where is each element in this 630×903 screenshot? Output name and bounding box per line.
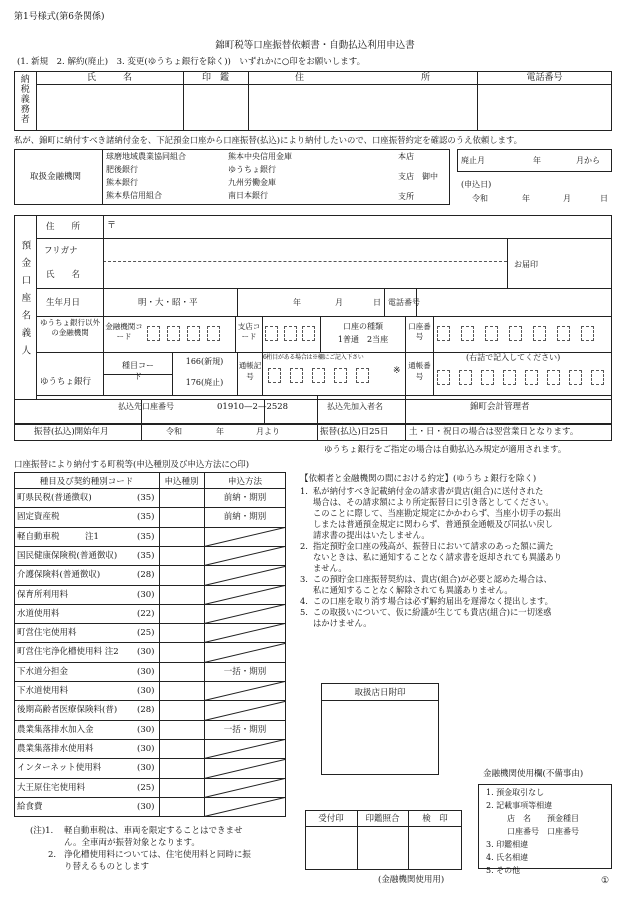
- tax-type-cell[interactable]: [161, 567, 202, 582]
- passbook-box[interactable]: [268, 368, 281, 383]
- branch-code-box[interactable]: [265, 326, 278, 341]
- agreement-item-no: 3.: [300, 574, 308, 584]
- six-digit-note: 6桁目がある場合は※欄にご記入下さい: [263, 354, 364, 361]
- payer-col-phone: 電話番号: [526, 73, 563, 83]
- col-item: 種目及び契約種別コード: [39, 477, 134, 487]
- acct-type-label: 口座の種類: [343, 322, 383, 331]
- tax-method-options[interactable]: 一括・期別: [223, 725, 267, 735]
- agreement-item-line: 場合は、その請求額により所定振替日に引き落としてください。: [313, 497, 554, 507]
- passbook-box[interactable]: [356, 368, 369, 383]
- account-side-label: 預金口座名義人: [19, 240, 31, 363]
- acct-no-box[interactable]: [533, 326, 546, 341]
- tax-item-name: 固定資産税: [17, 512, 60, 522]
- agreement-item-line: ません。: [313, 563, 347, 573]
- tax-item-code: (30): [137, 763, 155, 773]
- acct-no-label: 口座番号: [408, 322, 431, 341]
- payer-col-seal: 印 鑑: [201, 73, 229, 83]
- note-2-line: 浄化槽使用料については、住宅使用料と同時に振: [64, 850, 251, 860]
- tax-item-name: 下水道分担金: [17, 667, 69, 677]
- bank-name[interactable]: 肥後銀行: [106, 165, 138, 174]
- agreement-item-no: 4.: [300, 596, 308, 606]
- remit-no-label: 払込先口座番号: [118, 402, 174, 411]
- agreement-item-line: 私に通知することなく解除されても異議ありません。: [313, 585, 513, 595]
- stop-month-unit: 月から: [576, 156, 600, 165]
- bank-use-title: 金融機関使用欄(不備事由): [483, 769, 584, 779]
- name-field[interactable]: [105, 263, 505, 286]
- receipt-col-3: 検 印: [422, 814, 448, 824]
- tax-type-cell[interactable]: [161, 722, 202, 737]
- form-options: (1. 新規 2. 解約(廃止) 3. 変更(ゆうちょ銀行を除く)) いずれかに○印をお願いします。: [17, 57, 366, 67]
- bank-label: 取扱金融機関: [30, 172, 82, 182]
- tax-item-name: 保育所利用料: [17, 590, 69, 600]
- note-1-label: (注)1.: [30, 826, 54, 836]
- receipt-col-1: 受付印: [318, 814, 344, 824]
- payer-col-address: 住 所: [294, 73, 430, 83]
- tax-item-name: 介護保険料(普通徴収): [17, 570, 101, 580]
- acct-no-box[interactable]: [581, 326, 594, 341]
- gochu-label: 御中: [422, 172, 438, 181]
- tax-item-name: インターネット使用料: [17, 763, 102, 773]
- acct-no-box[interactable]: [485, 326, 498, 341]
- branch-code-box[interactable]: [284, 326, 297, 341]
- tax-item-name: 町県民税(普通徴収): [17, 493, 92, 503]
- tax-item-code: (28): [137, 705, 155, 715]
- agreement-item-line: この口座を取り消す場合は必ず解約届出を遅滞なく提出します。: [313, 596, 553, 606]
- apply-era: 令和: [472, 194, 488, 203]
- tax-type-cell[interactable]: [161, 606, 202, 621]
- tax-type-cell[interactable]: [161, 529, 202, 544]
- payer-col-name: 氏 名: [86, 73, 132, 83]
- tax-item-code: (35): [137, 512, 155, 522]
- holiday-note: 土・日・祝日の場合は翌営業日となります。: [409, 427, 579, 437]
- tax-item-name: 町営住宅浄化槽使用料 注2: [17, 647, 119, 657]
- agreement-item-no: 1.: [300, 486, 308, 496]
- yucho-except-label: ゆうちょ銀行以外の金融機関: [40, 318, 100, 337]
- acct-no-box[interactable]: [461, 326, 474, 341]
- tax-type-cell[interactable]: [161, 587, 202, 602]
- branch-head-office[interactable]: 本店: [398, 152, 414, 161]
- tax-item-name: 町営住宅使用料: [17, 628, 77, 638]
- agreement-title: 【依頼者と金融機関の間における約定】(ゆうちょ銀行を除く): [300, 474, 537, 484]
- tax-type-cell[interactable]: [161, 644, 202, 659]
- tax-item-code: (35): [137, 532, 155, 542]
- apply-month: 月: [563, 194, 571, 203]
- note-1-line: 軽自動車税は、車両を限定することはできませ: [64, 826, 243, 836]
- bank-use-item[interactable]: 5. その他: [486, 866, 521, 875]
- note-2-label: 2.: [48, 850, 57, 860]
- receipt-col-2: 印鑑照合: [365, 814, 400, 824]
- stamp-box-label: 取扱店日附印: [354, 688, 406, 698]
- bank-use-item[interactable]: 2. 記載事項等相違: [486, 801, 553, 810]
- agreement-item-line: しまたは普通預金規定に関わらず、普通預金通帳及び同払い戻し: [313, 519, 553, 529]
- dob-label: 生年月日: [46, 298, 81, 308]
- seal-label: お届印: [514, 260, 538, 269]
- tax-item-name: 農業集落排水使用料: [17, 744, 94, 754]
- tax-type-cell[interactable]: [161, 509, 202, 524]
- acct-no-box[interactable]: [557, 326, 570, 341]
- apply-year: 年: [522, 194, 530, 203]
- address-field[interactable]: [120, 217, 608, 236]
- tax-type-cell[interactable]: [161, 760, 202, 775]
- phone-field[interactable]: [418, 290, 610, 314]
- bank-name[interactable]: ゆうちょ銀行: [228, 165, 276, 174]
- tax-item-code: (30): [137, 725, 155, 735]
- tax-item-code: (30): [137, 802, 155, 812]
- start-era: 令和: [166, 427, 182, 436]
- agreement-item-line: 請求書の提出はいたしません。: [313, 530, 430, 540]
- note-1-line: ん。全車両が振替対象となります。: [64, 838, 200, 848]
- note-2-line: り替えるものとします: [64, 862, 150, 872]
- tax-item-code: (30): [137, 667, 155, 677]
- col-type: 申込種別: [164, 477, 199, 487]
- tax-item-code: (35): [137, 493, 155, 503]
- passbook-no-box[interactable]: [503, 370, 516, 385]
- remit-no: 01910—2—2528: [217, 402, 289, 412]
- bank-name[interactable]: 南日本銀行: [228, 191, 268, 200]
- passbook-no-box[interactable]: [569, 370, 582, 385]
- branch-code-label: 支店コード: [237, 322, 261, 341]
- tax-item-name: 水道使用料: [17, 609, 60, 619]
- dob-eras[interactable]: 明・大・昭・平: [138, 298, 198, 308]
- tax-type-cell[interactable]: [161, 625, 202, 640]
- bank-code-label: 金融機関コード: [105, 322, 143, 341]
- branch-branch[interactable]: 支店: [398, 172, 414, 181]
- tax-method-options[interactable]: 前納・期別: [223, 512, 267, 522]
- tax-type-cell[interactable]: [161, 702, 202, 717]
- tax-item-name: 農業集落排水加入金: [17, 725, 94, 735]
- apply-day: 日: [600, 194, 608, 203]
- dob-year: 年: [293, 298, 301, 307]
- branch-sub[interactable]: 支所: [398, 192, 414, 201]
- stop-month-label: 廃止月: [461, 156, 485, 165]
- col-method: 申込方法: [227, 477, 262, 487]
- kome-mark: ※: [393, 366, 401, 376]
- remit-name: 錦町会計管理者: [470, 402, 530, 412]
- yucho-label: ゆうちょ銀行: [40, 377, 92, 387]
- tax-item-name: 後期高齢者医療保険料(普): [17, 705, 118, 715]
- tax-table-title: 口座振替により納付する町税等(申込種別及び申込方法に○印): [14, 460, 250, 470]
- passbook-no-box[interactable]: [437, 370, 450, 385]
- agreement-item-line: この取扱いについて、仮に紛議が生じても貴店(組合)に一切迷惑: [313, 607, 552, 617]
- remit-name-label: 払込先加入者名: [327, 402, 383, 411]
- bank-name[interactable]: 球磨地域農業協同組合: [106, 152, 186, 161]
- tax-item-code: (30): [137, 744, 155, 754]
- form-title: 錦町税等口座振替依頼書・自動払込利用申込書: [215, 40, 415, 51]
- right-align-note: (右詰で記入してください): [466, 353, 561, 362]
- agreement-item-line: この預貯金口座振替契約は、貴店(組合)が必要と認めた場合は、: [313, 574, 552, 584]
- tax-item-code: (28): [137, 570, 155, 580]
- payer-side-label: 納税義務者: [18, 74, 29, 124]
- bank-code-box[interactable]: [147, 326, 160, 341]
- tax-method-options[interactable]: 前納・期別: [223, 493, 267, 503]
- bank-use-item[interactable]: 4. 氏名相違: [486, 853, 529, 862]
- start-year: 年: [216, 427, 224, 436]
- tax-item-code: (35): [137, 551, 155, 561]
- dob-day: 日: [373, 298, 381, 307]
- bank-code-box[interactable]: [167, 326, 180, 341]
- bank-use-item[interactable]: 口座番号 口座番号: [507, 827, 579, 836]
- receipt-footer: (金融機関使用用): [378, 875, 445, 885]
- passbook-no-box[interactable]: [525, 370, 538, 385]
- tax-type-cell[interactable]: [161, 548, 202, 563]
- phone-label: 電話番号: [388, 298, 420, 307]
- yucho-note: ゆうちょ銀行をご指定の場合は自動払込み規定が適用されます。: [324, 444, 567, 454]
- acct-type-options[interactable]: 1普通 2当座: [337, 335, 389, 344]
- furigana-label: フリガナ: [44, 246, 78, 256]
- stop-year-unit: 年: [533, 156, 541, 165]
- acct-no-box[interactable]: [437, 326, 450, 341]
- transfer-day: 振替(払込)日25日: [320, 427, 389, 437]
- agreement-item-line: 私が納付すべき記載納付金の請求書が貴店(組合)に送付された: [313, 486, 544, 496]
- tax-item-code: (30): [137, 647, 155, 657]
- tax-type-cell[interactable]: [161, 490, 202, 505]
- tax-item-code: (30): [137, 686, 155, 696]
- bank-use-item[interactable]: 3. 印鑑相違: [486, 840, 529, 849]
- agreement-item-line: ないときは、私に通知することなく請求書を返却されても異議あり: [313, 552, 562, 562]
- start-label: 振替(払込)開始年月: [34, 427, 109, 437]
- branch-code-box[interactable]: [302, 326, 315, 341]
- request-text: 私が、錦町に納付すべき諸納付金を、下記預金口座から口座振替(払込)により納付したいので、口座振替約定を確認のうえ依頼します。: [14, 135, 523, 145]
- passbook-no-box[interactable]: [481, 370, 494, 385]
- agreement-item-no: 2.: [300, 541, 308, 551]
- postal-mark: 〒: [107, 221, 117, 231]
- tax-type-cell[interactable]: [161, 683, 202, 698]
- agreement-item-line: はかけません。: [313, 618, 372, 628]
- bank-use-item[interactable]: 店 名 預金種目: [507, 814, 579, 823]
- passbook-no-box[interactable]: [547, 370, 560, 385]
- code-new[interactable]: 166(新規): [185, 357, 224, 366]
- bank-name[interactable]: 熊本銀行: [106, 178, 138, 187]
- bank-name[interactable]: 熊本県信用組合: [106, 191, 162, 200]
- start-month: 月より: [256, 427, 280, 436]
- payer-seal-field[interactable]: [185, 86, 246, 129]
- agreement-item-line: 指定預貯金口座の残高が、振替日において請求のあった額に満た: [313, 541, 554, 551]
- bank-use-item[interactable]: 1. 預金取引なし: [486, 788, 545, 797]
- passbook-box[interactable]: [334, 368, 347, 383]
- passbook-no-label: 通帳番号: [408, 361, 431, 381]
- tax-type-cell[interactable]: [161, 780, 202, 795]
- payer-name-field[interactable]: [38, 86, 181, 129]
- code-stop[interactable]: 176(廃止): [185, 378, 224, 387]
- tax-item-name: 給食費: [17, 802, 43, 812]
- tax-item-code: (25): [137, 628, 155, 638]
- tax-method-options[interactable]: 一括・期別: [223, 667, 267, 677]
- tax-item-code: (22): [137, 609, 155, 619]
- furigana-field[interactable]: [105, 241, 505, 260]
- agreement-item-line: このことに際して、当座勘定規定にかかわらず、当座小切手の振出: [313, 508, 562, 518]
- form-number: 第1号様式(第6条関係): [14, 12, 105, 22]
- address-label: 住 所: [46, 222, 81, 232]
- passbook-no-box[interactable]: [591, 370, 604, 385]
- tax-item-name: 下水道使用料: [17, 686, 69, 696]
- payer-phone-field[interactable]: [479, 86, 610, 129]
- start-row: [14, 422, 612, 441]
- bank-name[interactable]: 九州労働金庫: [228, 178, 276, 187]
- name-label: 氏 名: [46, 270, 81, 280]
- passbook-no-box[interactable]: [459, 370, 472, 385]
- apply-date-label: (申込日): [461, 180, 492, 189]
- tax-type-cell[interactable]: [161, 799, 202, 814]
- tax-item-code: (25): [137, 783, 155, 793]
- tax-type-cell[interactable]: [161, 741, 202, 756]
- tax-type-cell[interactable]: [161, 664, 202, 679]
- tax-item-name: 軽自動車税 注1: [17, 532, 99, 542]
- agreement-item-no: 5.: [300, 607, 308, 617]
- passbook-box[interactable]: [312, 368, 325, 383]
- page-mark: ①: [601, 876, 610, 886]
- tax-item-code: (30): [137, 590, 155, 600]
- passbook-box[interactable]: [290, 368, 303, 383]
- passbook-label: 通帳記号: [238, 361, 262, 381]
- tax-item-name: 国民健康保険税(普通徴収): [17, 551, 118, 561]
- type-code-label: 種目コード: [122, 361, 154, 381]
- tax-item-name: 大王原住宅使用料: [17, 783, 86, 793]
- seal-field[interactable]: [540, 240, 610, 286]
- dob-month: 月: [335, 298, 343, 307]
- bank-name[interactable]: 熊本中央信用金庫: [228, 152, 292, 161]
- bank-code-box[interactable]: [187, 326, 200, 341]
- payer-address-field[interactable]: [250, 86, 475, 129]
- acct-no-box[interactable]: [509, 326, 522, 341]
- bank-code-box[interactable]: [207, 326, 220, 341]
